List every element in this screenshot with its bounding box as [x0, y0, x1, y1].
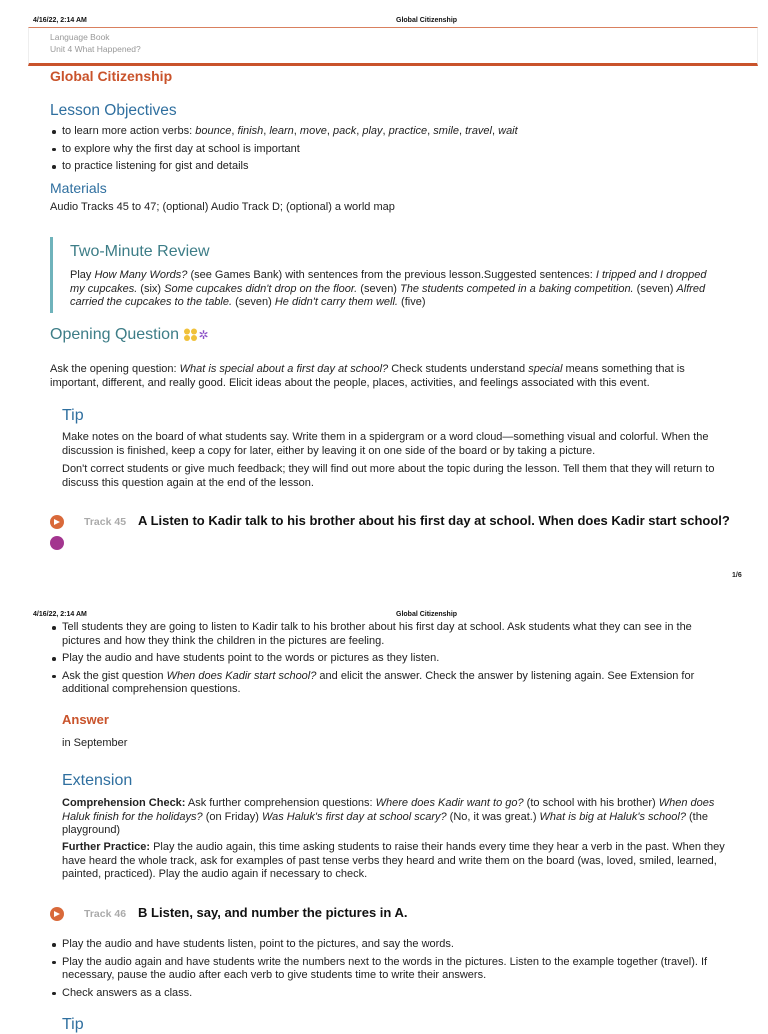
text-run: to learn more action verbs:	[62, 125, 196, 137]
list-item	[50, 621, 730, 648]
text-run: to explore why the first day at school is important	[62, 142, 300, 155]
page-number: 1/6	[732, 572, 742, 579]
list-item	[50, 956, 730, 983]
text-run: Ask further comprehension questions:	[185, 797, 376, 809]
italic-text: pack	[332, 125, 357, 137]
italic-text: Alfred carried the cupcakes to the table.	[70, 282, 706, 308]
list-item	[50, 938, 730, 952]
italic-text: special	[528, 363, 563, 375]
tip-heading: Tip	[62, 407, 84, 424]
italic-text: What is big at Haluk's school?	[539, 810, 686, 823]
activity-b-steps	[50, 938, 730, 1004]
print-datetime-page-2: 4/16/22, 2:14 AM	[33, 611, 87, 618]
opening-question-body	[50, 363, 720, 390]
breadcrumb-book[interactable]: Language Book	[50, 32, 110, 42]
italic-text: How Many Words?	[94, 269, 188, 281]
review-heading: Two-Minute Review	[70, 243, 210, 260]
breadcrumb	[28, 27, 758, 66]
list-item	[50, 125, 740, 139]
italic-text: I tripped and I dropped my cupcakes.	[70, 269, 707, 295]
lesson-objectives-heading: Lesson Objectives	[50, 102, 177, 119]
italic-text: The students competed in a baking competition.	[400, 282, 634, 295]
italic-text: Where does Kadir want to go?	[375, 797, 524, 809]
text-run: Check students understand	[388, 363, 529, 375]
text-run: ,	[356, 125, 363, 137]
text-run: ,	[263, 125, 270, 137]
page-title: Global Citizenship	[50, 68, 173, 84]
activity-a-heading	[50, 511, 730, 552]
track-label[interactable]: Track 45	[84, 516, 127, 528]
italic-text: learn	[269, 125, 294, 137]
idea-bulb-icon: ✲	[198, 328, 209, 342]
text-run: to practice listening for gist and details	[62, 160, 249, 172]
text-run: ,	[458, 125, 466, 137]
text-run: (seven)	[232, 296, 275, 308]
text-run: ,	[427, 125, 434, 137]
opening-question-heading	[50, 328, 209, 343]
review-bar	[50, 237, 53, 313]
italic-text: When does Kadir start school?	[166, 669, 317, 682]
pair-work-icon	[183, 328, 198, 341]
track-label[interactable]: Track 46	[84, 908, 127, 920]
text-run: Tell students they are going to listen to Kadir talk to his brother about his first day at school. Ask students what they can see in the pictures and how they think the children in the pictures are feeling.	[62, 621, 692, 647]
list-item	[50, 670, 730, 697]
text-run: Play the audio and have students listen, point to the pictures, and say the words.	[62, 938, 454, 950]
print-datetime: 4/16/22, 2:14 AM	[33, 17, 87, 24]
objectives-list	[50, 125, 740, 178]
text-run: Ask the gist question	[62, 669, 167, 682]
italic-text: What is special about a first day at school?	[179, 363, 389, 375]
text-run: Play the audio and have students point to the words or pictures as they listen.	[62, 652, 440, 664]
opening-question-title: Opening Question	[50, 326, 179, 343]
print-title-page-2: Global Citizenship	[396, 611, 458, 618]
list-item	[50, 143, 740, 157]
list-item	[50, 987, 730, 1001]
materials-heading: Materials	[50, 180, 107, 196]
italic-text: travel	[465, 125, 492, 137]
text-run: Check answers as a class.	[62, 986, 193, 999]
text-run: ,	[326, 125, 333, 137]
text-run: (the playground)	[62, 810, 708, 836]
text-run: and elicit the answer. Check the answer by listening again. See Extension for additional comprehension questions.	[62, 669, 695, 695]
list-item	[50, 160, 740, 174]
italic-text: wait	[498, 125, 518, 137]
italic-text: bounce	[195, 125, 232, 137]
audio-play-icon[interactable]	[50, 515, 64, 529]
further-practice	[62, 841, 732, 882]
bold-label: Further Practice:	[62, 841, 151, 853]
italic-text: play	[362, 125, 383, 137]
italic-text: Some cupcakes didn't drop on the floor.	[164, 282, 358, 295]
print-title: Global Citizenship	[396, 17, 458, 24]
text-run: (seven)	[357, 282, 401, 295]
activity-b-title: B Listen, say, and number the pictures in A.	[138, 905, 408, 920]
text-run: (see Games Bank) with sentences from the previous lesson.Suggested sentences:	[187, 269, 596, 281]
text-run: ,	[382, 125, 389, 137]
text-run: (seven)	[633, 282, 677, 295]
text-run: (No, it was great.)	[446, 810, 540, 823]
bold-label: Comprehension Check:	[62, 797, 186, 809]
text-run: (to school with his brother)	[523, 797, 659, 809]
breadcrumb-unit[interactable]: Unit 4 What Happened?	[50, 44, 141, 54]
tip-paragraph-2: Don't correct students or give much feedback; they will find out more about the topic during the lesson. Tell them that they will return to discuss this question again at the end of the lesson.	[62, 463, 715, 489]
italic-text: Was Haluk's first day at school scary?	[261, 810, 447, 823]
text-run: ,	[492, 125, 499, 137]
text-run: ,	[231, 125, 238, 137]
text-run: Ask the opening question:	[50, 363, 180, 375]
extension-heading: Extension	[62, 772, 133, 789]
comprehension-check	[62, 797, 732, 838]
text-run: Play the audio again and have students write the numbers next to the words in the pictures. Listen to the example together (travel). If necessary, pause the audio after each verb to give students time to write their answers.	[62, 955, 708, 981]
answer-text: in September	[62, 737, 128, 749]
list-item	[50, 652, 730, 666]
italic-text: practice	[388, 125, 428, 137]
text-run: Play	[70, 269, 95, 281]
activity-a-steps	[50, 621, 730, 701]
text-run: (six)	[137, 282, 165, 295]
reader-icon	[50, 536, 64, 550]
italic-text: smile	[433, 125, 459, 137]
activity-a-title: A Listen to Kadir talk to his brother about his first day at school. When does Kadir start school?	[138, 513, 730, 528]
text-run: (five)	[398, 296, 426, 308]
italic-text: finish	[237, 125, 264, 137]
answer-heading: Answer	[62, 712, 109, 727]
italic-text: He didn't carry them well.	[274, 296, 398, 308]
italic-text: move	[299, 125, 327, 137]
text-run: means something that is important, different, and really good. Elicit ideas about the people, places, activities, and feelings associated with this event.	[50, 363, 685, 389]
text-run: Play the audio again, this time asking students to raise their hands every time they hear a verb in the past. When they have heard the whole track, ask for examples of past tense verbs they heard and write them on the board (was, loved, smiled, learned, painted, practiced). Play the audio again if necessary to check.	[62, 841, 725, 880]
italic-text: When does Haluk finish for the holidays?	[62, 797, 715, 823]
text-run: (on Friday)	[202, 810, 262, 823]
review-body	[70, 269, 720, 310]
tip-paragraph-1: Make notes on the board of what students say. Write them in a spidergram or a word cloud—something visual and colorful. When the discussion is finished, keep a copy for later, either by leaving it on one side of the board or by taking a picture.	[62, 431, 709, 457]
audio-play-icon[interactable]	[50, 907, 64, 921]
text-run: ,	[293, 125, 300, 137]
tip-heading-2: Tip	[62, 1016, 84, 1033]
materials-text: Audio Tracks 45 to 47; (optional) Audio Track D; (optional) a world map	[50, 201, 395, 213]
activity-b-heading	[50, 903, 408, 924]
